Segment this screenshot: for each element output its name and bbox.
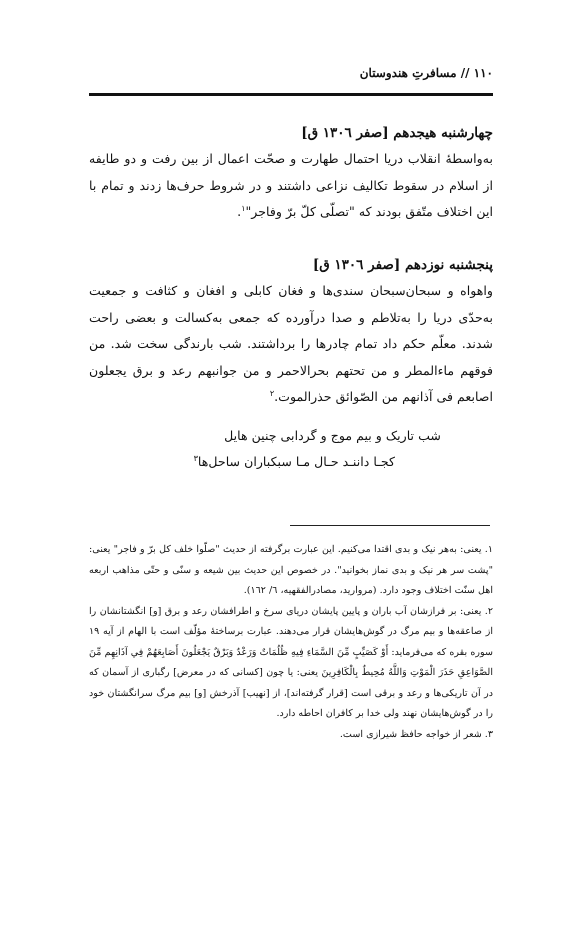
poem-line-2 [89,449,493,475]
entry-2 [89,252,493,411]
entry-text-body: واهواه و سبحان‌سبحان سندی‌ها و فغان کابلی و افغان و کثافت و جمعیت به‌حدّی دریا را به‌تلاطم و صدا درآورده که جمعی به‌کسالت و بعضی راحت شدند. معلّم حکم داد تمام چادرها را برداشتند. شب بارندگی سخت شد. من فوقهم ماءالمطر و من تحتهم بحرالاحمر و من جوانبهم رعد و برق یجعلون اصابعم فی آذانهم من الصّوائق حذرالموت. [89,283,493,404]
footnote-marker: ۲ [269,388,275,398]
entry-text [89,278,493,411]
footnote-2: ۲. یعنی: بر فرازشان آب باران و پایین پایشان دریای سرخ و اطرافشان رعد و برق [و] انگشتانشان را از صاعقه‌ها و بیم مرگ در گوش‌هایشان قرار می‌دهند. عبارت برساختهٔ مؤلّف است با الهام از آیه ۱۹ سوره بقره که می‌فرماید: أَوْ كَصَيِّبٍ مِّنَ السَّمَاءِ فِيهِ ظُلُمَاتٌ وَرَعْدٌ وَبَرْقٌ يَجْعَلُونَ أَصَابِعَهُمْ فِي آذَانِهِم مِّنَ الصَّوَاعِقِ حَذَرَ الْمَوْتِ وَاللَّهُ مُحِيطٌ بِالْكَافِرِينَ یعنی: یا چون [کسانی که در معرض] رگباری از آسمان که در آن تاریکی‌ها و رعد و برقی است [قرار گرفته‌اند]، از [نهیب] آذرخش [و] بیم مرگ سرانگشتان خود را در گوش‌هایشان نهند ولی خدا بر کافران احاطه دارد. [89,605,493,719]
footnote-1: ۱. یعنی: به‌هر نیک و بدی اقتدا می‌کنیم. این عبارت برگرفته از حدیث "صلّوا خلف کل برّ و فاجر" یعنی: "پشت سر هر نیک و بدی نماز بخوانید". در خصوص این حدیث بین شیعه و سنّی و حتّی مذاهب اربعه اهل سنّت اختلاف وجود دارد. (مروارید، مصادرالفقهیه، ٦/ ١٦٢). [89,544,493,596]
entry-text-body: به‌واسطهٔ انقلاب دریا احتمال طهارت و صحّت اعمال از بین رفت و دو طایفه از اسلام در سقوط تکالیف نزاعی داشتند و در شروط حرف‌ها زدند و تمام با این اختلاف متّفق بودند که "تصلّی کلّ برّ وفاجر" [89,151,493,219]
entry-title: پنجشنبه نوزدهم [صفر ۱۳۰٦ ق] [312,257,493,273]
header-rule [89,93,493,96]
poem [89,423,493,475]
poem-line-2-text: کجـا داننـد حـال مـا سبکباران ساحل‌ها [197,454,395,469]
footnotes [89,540,493,745]
footnote-marker: ۱ [241,203,246,213]
entry-title: چهارشنبه هیجدهم [صفر ۱۳۰٦ ق] [301,125,493,141]
footnote-marker: ۳ [193,453,198,463]
footnote-rule [290,525,490,526]
poem-line-1: شب تاریک و بیم موج و گردابی چنین هایل [224,428,441,443]
footnote-3: ۳. شعر از خواجه حافظ شیرازی است. [339,728,493,740]
entry-text: به‌واسطهٔ انقلاب دریا احتمال طهارت و صحّت اعمال از بین رفت و دو طایفه از اسلام در سقوط تکالیف نزاعی داشتند و در شروط حرف‌ها زدند و تمام با این اختلاف متّفق بودند که "تصلّی کلّ برّ وفاجر"$^۱$. [89,151,493,219]
entry-1 [89,120,493,226]
running-header: ۱۱۰ // مسافرتِ هندوستان [359,66,493,80]
